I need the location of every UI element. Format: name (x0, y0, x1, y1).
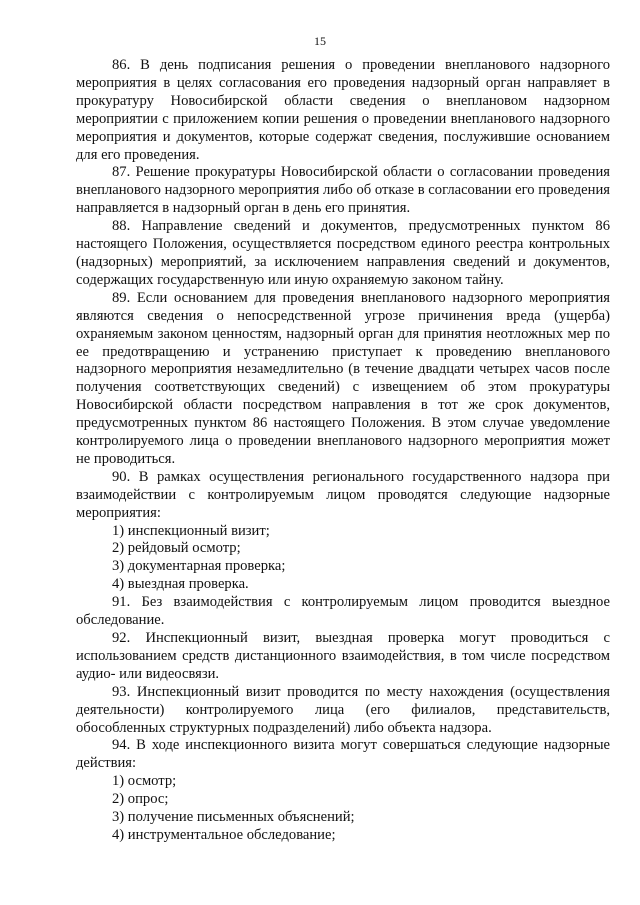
paragraph-91: 91. Без взаимодействия с контролируемым лицом проводится выездное обследование. (76, 594, 610, 629)
list-item: 2) опрос; (112, 791, 169, 808)
list-item: 2) рейдовый осмотр; (112, 540, 241, 557)
paragraph-89: 89. Если основанием для проведения внепланового надзорного мероприятия являются сведения о непосредственной угрозе причинения вреда (ущерба) охраняемым законом ценностям, надзорный орган для принятия неотложных мер по ее предотвращению и устранению приступает к проведению внепланового надзорного мероприятия незамедлительно (в течение двадцати четырех часов после получения соответствующих сведений) с извещением об этом прокуратуры Новосибирской области посредством направления в тот же срок документов, предусмотренных пунктом 86 настоящего Положения. В этом случае уведомление контролируемого лица о проведении внепланового надзорного мероприятия может не проводиться. (76, 289, 610, 467)
paragraph-86: 86. В день подписания решения о проведении внепланового надзорного мероприятия в целях согласования его проведения надзорный орган направляет в прокуратуру Новосибирской области сведения о внеплановом надзорном мероприятии с приложением копии решения о проведении внепланового надзорного мероприятия и документов, которые содержат сведения, послужившие основанием для его проведения. (76, 57, 610, 163)
paragraph-92: 92. Инспекционный визит, выездная проверка могут проводиться с использованием средств дистанционного взаимодействия, в том числе посредством аудио- или видеосвязи. (76, 630, 610, 682)
list-item: 4) выездная проверка. (112, 576, 249, 593)
document-body (76, 57, 610, 845)
paragraph-90: 90. В рамках осуществления регионального государственного надзора при взаимодействии с контролируемым лицом проводятся следующие надзорные мероприятия: (76, 468, 610, 521)
paragraph-87: 87. Решение прокуратуры Новосибирской области о согласовании проведения внепланового надзорного мероприятия либо об отказе в согласовании его проведения направляется в надзорный орган в день его принятия. (76, 164, 610, 217)
list-item: 3) получение письменных объяснений; (112, 809, 355, 826)
paragraph-93: 93. Инспекционный визит проводится по месту нахождения (осуществления деятельности) контролируемого лица (его филиалов, представительств, обособленных структурных подразделений) либо объекта надзора. (76, 683, 610, 736)
paragraph-88: 88. Направление сведений и документов, предусмотренных пунктом 86 настоящего Положения, осуществляется посредством единого реестра контрольных (надзорных) мероприятий, за исключением направления сведений и документов, содержащих государственную или иную охраняемую законом тайну. (76, 218, 610, 288)
paragraph-94: 94. В ходе инспекционного визита могут совершаться следующие надзорные действия: (76, 737, 610, 772)
list-item: 4) инструментальное обследование; (112, 826, 336, 843)
page-number: 15 (314, 34, 326, 48)
list-item: 3) документарная проверка; (112, 558, 286, 575)
list-item: 1) осмотр; (112, 773, 177, 790)
list-item: 1) инспекционный визит; (112, 522, 270, 539)
